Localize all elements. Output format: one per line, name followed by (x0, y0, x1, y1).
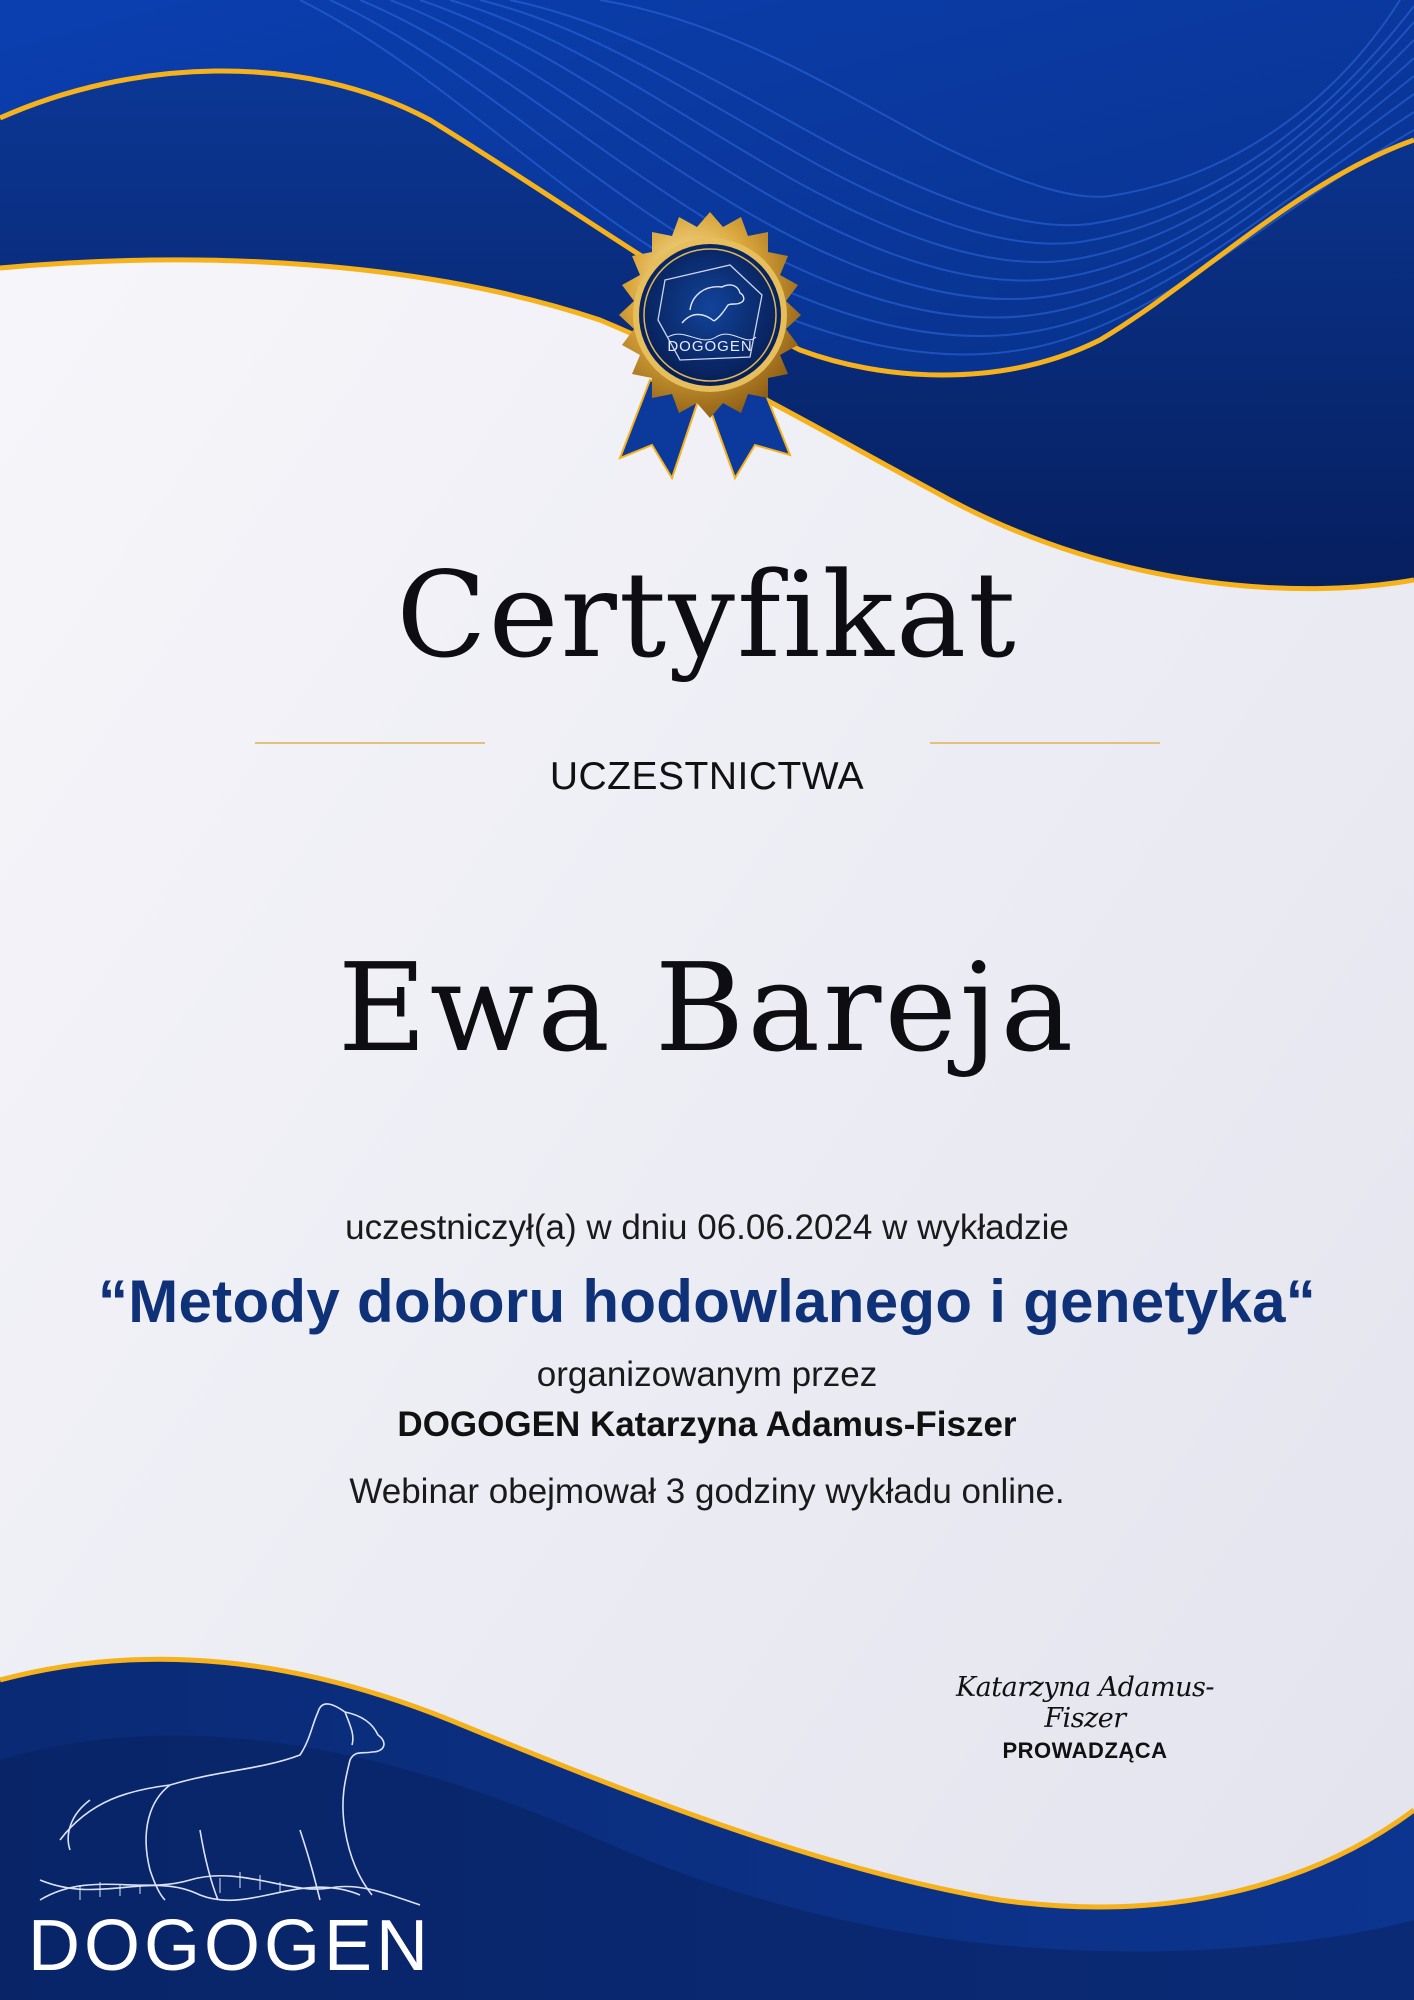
lecture-title: “Metody doboru hodowlanego i genetyka“ (97, 1268, 1317, 1335)
participation-line: uczestniczył(a) w dniu 06.06.2024 w wykładzie (345, 1208, 1069, 1247)
organized-by-line: organizowanym przez (536, 1355, 878, 1394)
certificate-subtitle: UCZESTNICTWA (549, 755, 865, 798)
signature-block (940, 1672, 1230, 1764)
signature-role: PROWADZĄCA (1002, 1738, 1168, 1763)
footer-logo-text: DOGOGEN (28, 1906, 433, 1986)
certificate-title: Certyfikat (396, 546, 1018, 684)
recipient-name: Ewa Bareja (337, 937, 1077, 1079)
seal-text: DOGOGEN (667, 338, 753, 355)
organizer-name: DOGOGEN Katarzyna Adamus-Fiszer (397, 1405, 1017, 1444)
duration-line: Webinar obejmował 3 godziny wykładu online. (349, 1472, 1065, 1511)
signature: Katarzyna Adamus-Fiszer (955, 1672, 1215, 1734)
decorative-rule-right (930, 742, 1160, 744)
decorative-rule-left (255, 742, 485, 744)
